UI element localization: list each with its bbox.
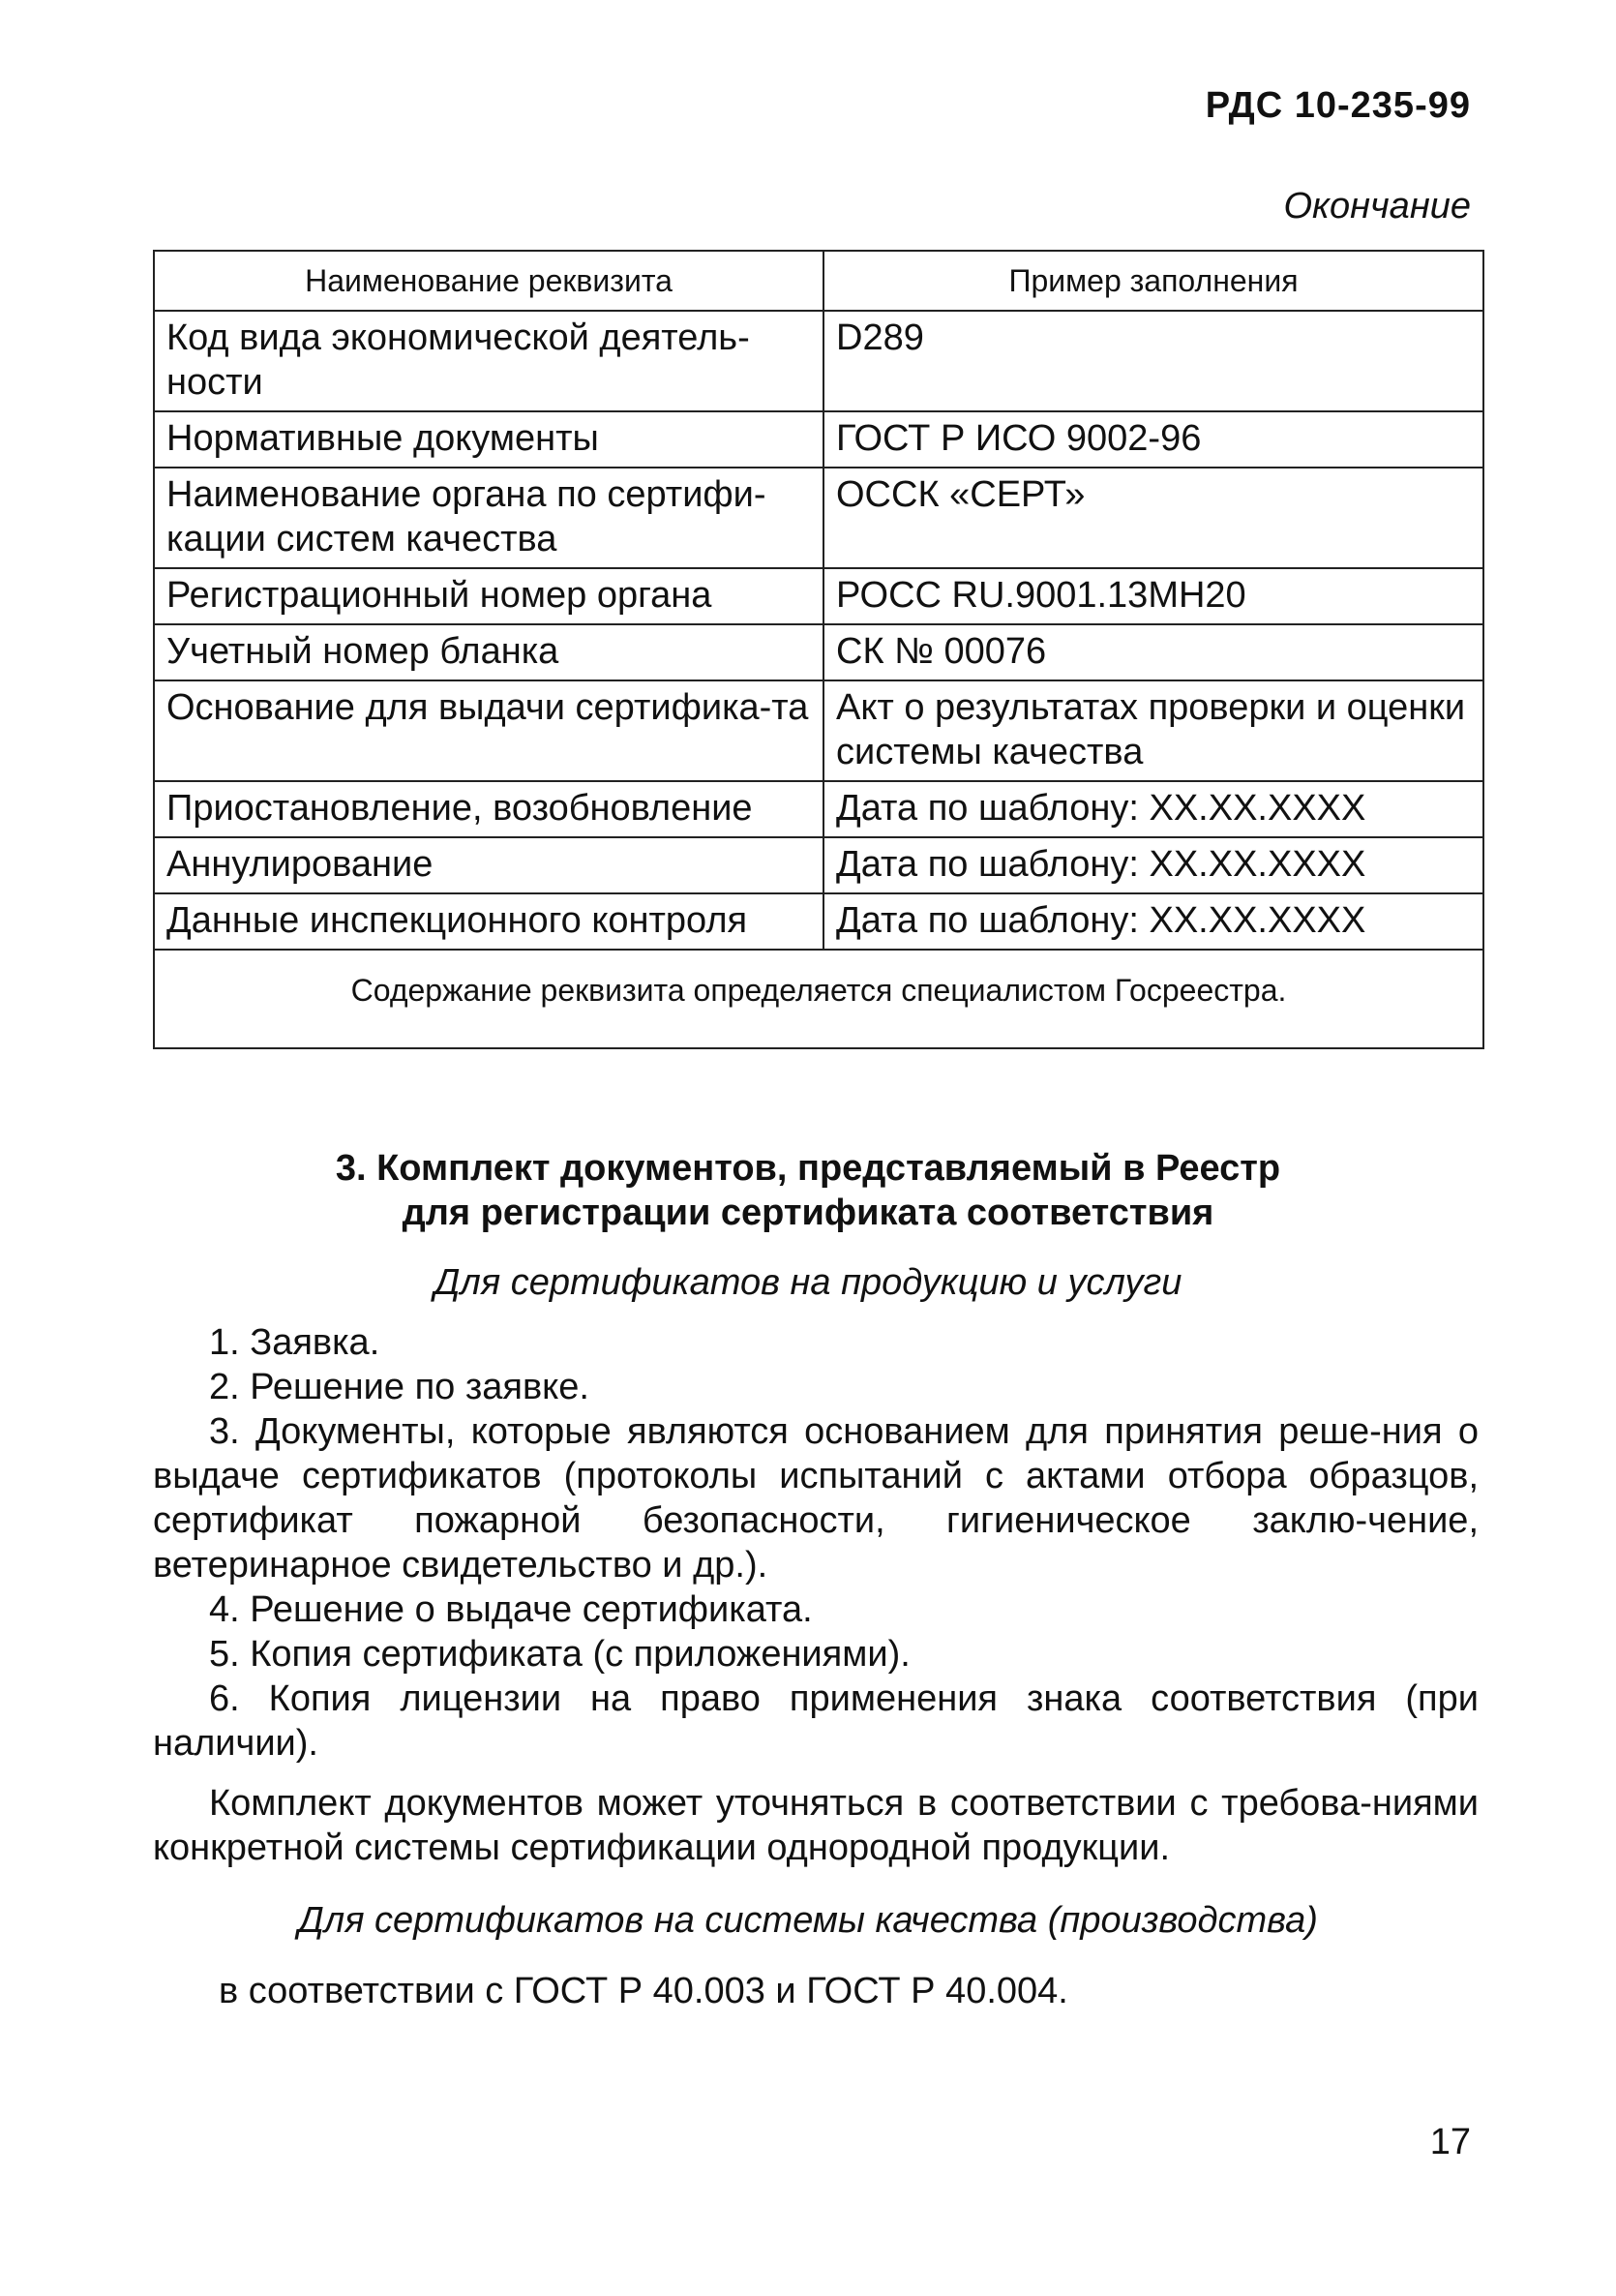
table-row <box>154 680 1483 781</box>
table-continuation-caption: Окончание <box>1283 186 1471 227</box>
example-value-cell: Дата по шаблону: ХХ.ХХ.ХХХХ <box>823 837 1483 893</box>
subheading-products: Для сертификатов на продукцию и услуги <box>434 1262 1182 1303</box>
list-item: 6. Копия лицензии на право применения знака соответствия (при наличии). <box>153 1678 1479 1764</box>
example-value-cell: ОССК «СЕРТ» <box>823 468 1483 568</box>
requisite-name-cell: Приостановление, возобновление <box>154 781 823 837</box>
table-row <box>154 568 1483 624</box>
page-number: 17 <box>1429 2122 1471 2162</box>
list-item: 2. Решение по заявке. <box>209 1367 589 1407</box>
example-value-cell: РОСС RU.9001.13МН20 <box>823 568 1483 624</box>
column-header-requisite: Наименование реквизита <box>154 251 823 311</box>
document-list <box>153 1320 1479 1870</box>
example-value-cell: ГОСТ Р ИСО 9002-96 <box>823 411 1483 468</box>
table-row <box>154 893 1483 950</box>
requisite-name-cell: Учетный номер бланка <box>154 624 823 680</box>
table-row <box>154 837 1483 893</box>
requisite-name-cell: Наименование органа по сертифи-кации систем качества <box>154 468 823 568</box>
subheading-quality-systems: Для сертификатов на системы качества (производства) <box>298 1900 1318 1941</box>
list-item: 1. Заявка. <box>209 1322 380 1363</box>
requisite-name-cell: Основание для выдачи сертифика-та <box>154 680 823 781</box>
table-row <box>154 781 1483 837</box>
section-heading-line-2: для регистрации сертификата соответствия <box>402 1193 1214 1233</box>
list-item: 4. Решение о выдаче сертификата. <box>209 1589 813 1630</box>
table-row <box>154 468 1483 568</box>
requisite-name-cell: Данные инспекционного контроля <box>154 893 823 950</box>
table-row <box>154 624 1483 680</box>
section-heading-line-1: 3. Комплект документов, представляемый в Реестр <box>335 1148 1281 1189</box>
list-item: 5. Копия сертификата (с приложениями). <box>209 1634 911 1675</box>
requisite-name-cell: Код вида экономической деятель-ности <box>154 311 823 411</box>
requisite-name-cell: Аннулирование <box>154 837 823 893</box>
example-value-cell: Дата по шаблону: ХХ.ХХ.ХХХХ <box>823 781 1483 837</box>
table-row <box>154 411 1483 468</box>
column-header-example: Пример заполнения <box>823 251 1483 311</box>
closing-text: в соответствии с ГОСТ Р 40.003 и ГОСТ Р 40.004. <box>219 1971 1068 2011</box>
table-header-row <box>154 251 1483 311</box>
requisite-name-cell: Регистрационный номер органа <box>154 568 823 624</box>
document-code: РДС 10-235-99 <box>1205 85 1471 126</box>
table-note: Содержание реквизита определяется специалистом Госреестра. <box>154 950 1483 1048</box>
example-value-cell: СК № 00076 <box>823 624 1483 680</box>
table-row <box>154 311 1483 411</box>
example-value-cell: Акт о результатах проверки и оценки системы качества <box>823 680 1483 781</box>
example-value-cell: D289 <box>823 311 1483 411</box>
section-heading <box>145 1146 1471 1235</box>
requisite-name-cell: Нормативные документы <box>154 411 823 468</box>
requisites-table <box>153 250 1484 1049</box>
example-value-cell: Дата по шаблону: ХХ.ХХ.ХХХХ <box>823 893 1483 950</box>
paragraph-requirements: Комплект документов может уточняться в соответствии с требова-ниями конкретной системы сертификации однородной продукции. <box>153 1783 1479 1868</box>
table-note-row <box>154 950 1483 1048</box>
list-item: 3. Документы, которые являются основанием для принятия реше-ния о выдаче сертификатов (протоколы испытаний с актами отбора образцов, сертификат пожарной безопасности, гигиеническое заклю-чение, ветеринарное свидетельство и др.). <box>153 1411 1479 1586</box>
